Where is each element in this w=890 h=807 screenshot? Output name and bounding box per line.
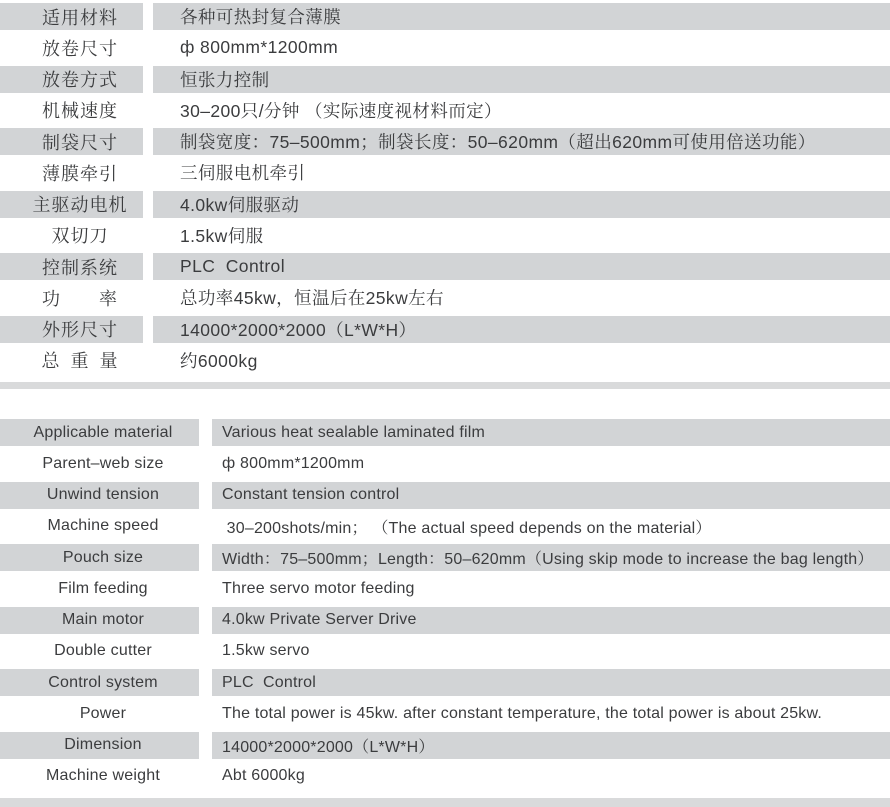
table-row bbox=[0, 419, 890, 446]
table-row bbox=[0, 3, 890, 30]
column-gap bbox=[199, 513, 212, 540]
table-row bbox=[0, 513, 890, 540]
spec-label: Film feeding bbox=[58, 579, 148, 597]
column-gap bbox=[199, 700, 212, 727]
spec-label: 功 率 bbox=[42, 288, 118, 309]
spec-label: Applicable material bbox=[0, 419, 199, 446]
table-row bbox=[0, 482, 890, 509]
spec-value: 4.0kw伺服驱动 bbox=[153, 191, 890, 218]
column-gap bbox=[143, 3, 153, 30]
spec-label: 控制系统 bbox=[0, 253, 143, 280]
column-gap bbox=[199, 763, 212, 790]
table-row bbox=[0, 253, 890, 280]
spec-label: Unwind tension bbox=[0, 482, 199, 509]
table-row bbox=[0, 66, 890, 93]
spec-value: 30–200shots/min； （The actual speed depends on the material） bbox=[222, 519, 712, 537]
spec-table-english bbox=[0, 419, 890, 794]
table-row bbox=[0, 128, 890, 155]
spec-value: 4.0kw Private Server Drive bbox=[212, 607, 890, 634]
column-gap bbox=[143, 222, 153, 249]
spec-label: 薄膜牵引 bbox=[42, 163, 118, 184]
column-gap bbox=[143, 128, 153, 155]
spec-label: Power bbox=[79, 704, 127, 722]
spec-value: 30–200只/分钟 （实际速度视材料而定） bbox=[180, 100, 502, 121]
spec-value: The total power is 45kw. after constant temperature, the total power is about 25kw. bbox=[222, 704, 823, 722]
spec-value: PLC Control bbox=[153, 253, 890, 280]
spec-label: 双切刀 bbox=[51, 226, 109, 247]
table-row bbox=[0, 347, 890, 374]
table-row bbox=[0, 763, 890, 790]
spec-label: 适用材料 bbox=[0, 3, 143, 30]
spec-value: PLC Control bbox=[212, 669, 890, 696]
spec-value: 1.5kw伺服 bbox=[180, 225, 264, 246]
column-gap bbox=[143, 316, 153, 343]
column-gap bbox=[143, 191, 153, 218]
spec-value: Abt 6000kg bbox=[222, 767, 305, 785]
table-row bbox=[0, 97, 890, 124]
spec-value: 各种可热封复合薄膜 bbox=[153, 3, 890, 30]
spec-value: 制袋宽度：75–500mm；制袋长度：50–620mm（超出620mm可使用倍送功能） bbox=[153, 128, 890, 155]
spec-value: Constant tension control bbox=[212, 482, 890, 509]
table-row bbox=[0, 159, 890, 186]
table-row bbox=[0, 575, 890, 602]
spec-label: Dimension bbox=[0, 732, 199, 759]
column-gap bbox=[199, 732, 212, 759]
column-gap bbox=[143, 34, 153, 61]
column-gap bbox=[199, 419, 212, 446]
spec-value: ф 800mm*1200mm bbox=[222, 454, 365, 472]
column-gap bbox=[143, 159, 153, 186]
spec-value: 14000*2000*2000（L*W*H） bbox=[153, 316, 890, 343]
table-row bbox=[0, 732, 890, 759]
spec-value: 三伺服电机牵引 bbox=[180, 163, 306, 184]
column-gap bbox=[199, 482, 212, 509]
spec-value: 1.5kw servo bbox=[222, 642, 310, 660]
spec-value: 14000*2000*2000（L*W*H） bbox=[212, 732, 890, 759]
column-gap bbox=[199, 575, 212, 602]
column-gap bbox=[199, 638, 212, 665]
spec-value: Various heat sealable laminated film bbox=[212, 419, 890, 446]
spec-label: Main motor bbox=[0, 607, 199, 634]
spec-value: Three servo motor feeding bbox=[222, 579, 415, 597]
column-gap bbox=[143, 253, 153, 280]
spec-label: 放卷方式 bbox=[0, 66, 143, 93]
spec-label: 机械速度 bbox=[42, 101, 118, 122]
table-row bbox=[0, 191, 890, 218]
table-row bbox=[0, 638, 890, 665]
column-gap bbox=[143, 66, 153, 93]
spec-label: Control system bbox=[0, 669, 199, 696]
table-row bbox=[0, 669, 890, 696]
spec-label: Parent–web size bbox=[42, 454, 164, 472]
table-row bbox=[0, 284, 890, 311]
spec-label: 总 重 量 bbox=[41, 351, 119, 372]
bottom-divider bbox=[0, 798, 890, 807]
column-gap bbox=[199, 544, 212, 571]
column-gap bbox=[199, 669, 212, 696]
spec-label: 外形尺寸 bbox=[0, 316, 143, 343]
spec-label: Machine weight bbox=[46, 767, 160, 785]
column-gap bbox=[143, 347, 153, 374]
table-row bbox=[0, 544, 890, 571]
column-gap bbox=[199, 607, 212, 634]
column-gap bbox=[143, 97, 153, 124]
table-row bbox=[0, 607, 890, 634]
section-divider bbox=[0, 382, 890, 389]
spec-value: 恒张力控制 bbox=[153, 66, 890, 93]
spec-label: 制袋尺寸 bbox=[0, 128, 143, 155]
table-row bbox=[0, 700, 890, 727]
table-row bbox=[0, 316, 890, 343]
spec-table-chinese bbox=[0, 3, 890, 378]
column-gap bbox=[199, 450, 212, 477]
spec-value: 总功率45kw，恒温后在25kw左右 bbox=[180, 288, 444, 309]
spec-value: ф 800mm*1200mm bbox=[180, 37, 339, 58]
spec-value: Width：75–500mm；Length：50–620mm（Using skip mode to increase the bag length） bbox=[212, 544, 890, 571]
table-row bbox=[0, 450, 890, 477]
spec-label: Machine speed bbox=[47, 517, 159, 535]
spec-label: Double cutter bbox=[54, 642, 152, 660]
column-gap bbox=[143, 284, 153, 311]
spec-value: 约6000kg bbox=[180, 350, 258, 371]
spec-label: 主驱动电机 bbox=[0, 191, 143, 218]
table-row bbox=[0, 34, 890, 61]
spec-label: Pouch size bbox=[0, 544, 199, 571]
spec-label: 放卷尺寸 bbox=[42, 38, 118, 59]
table-row bbox=[0, 222, 890, 249]
